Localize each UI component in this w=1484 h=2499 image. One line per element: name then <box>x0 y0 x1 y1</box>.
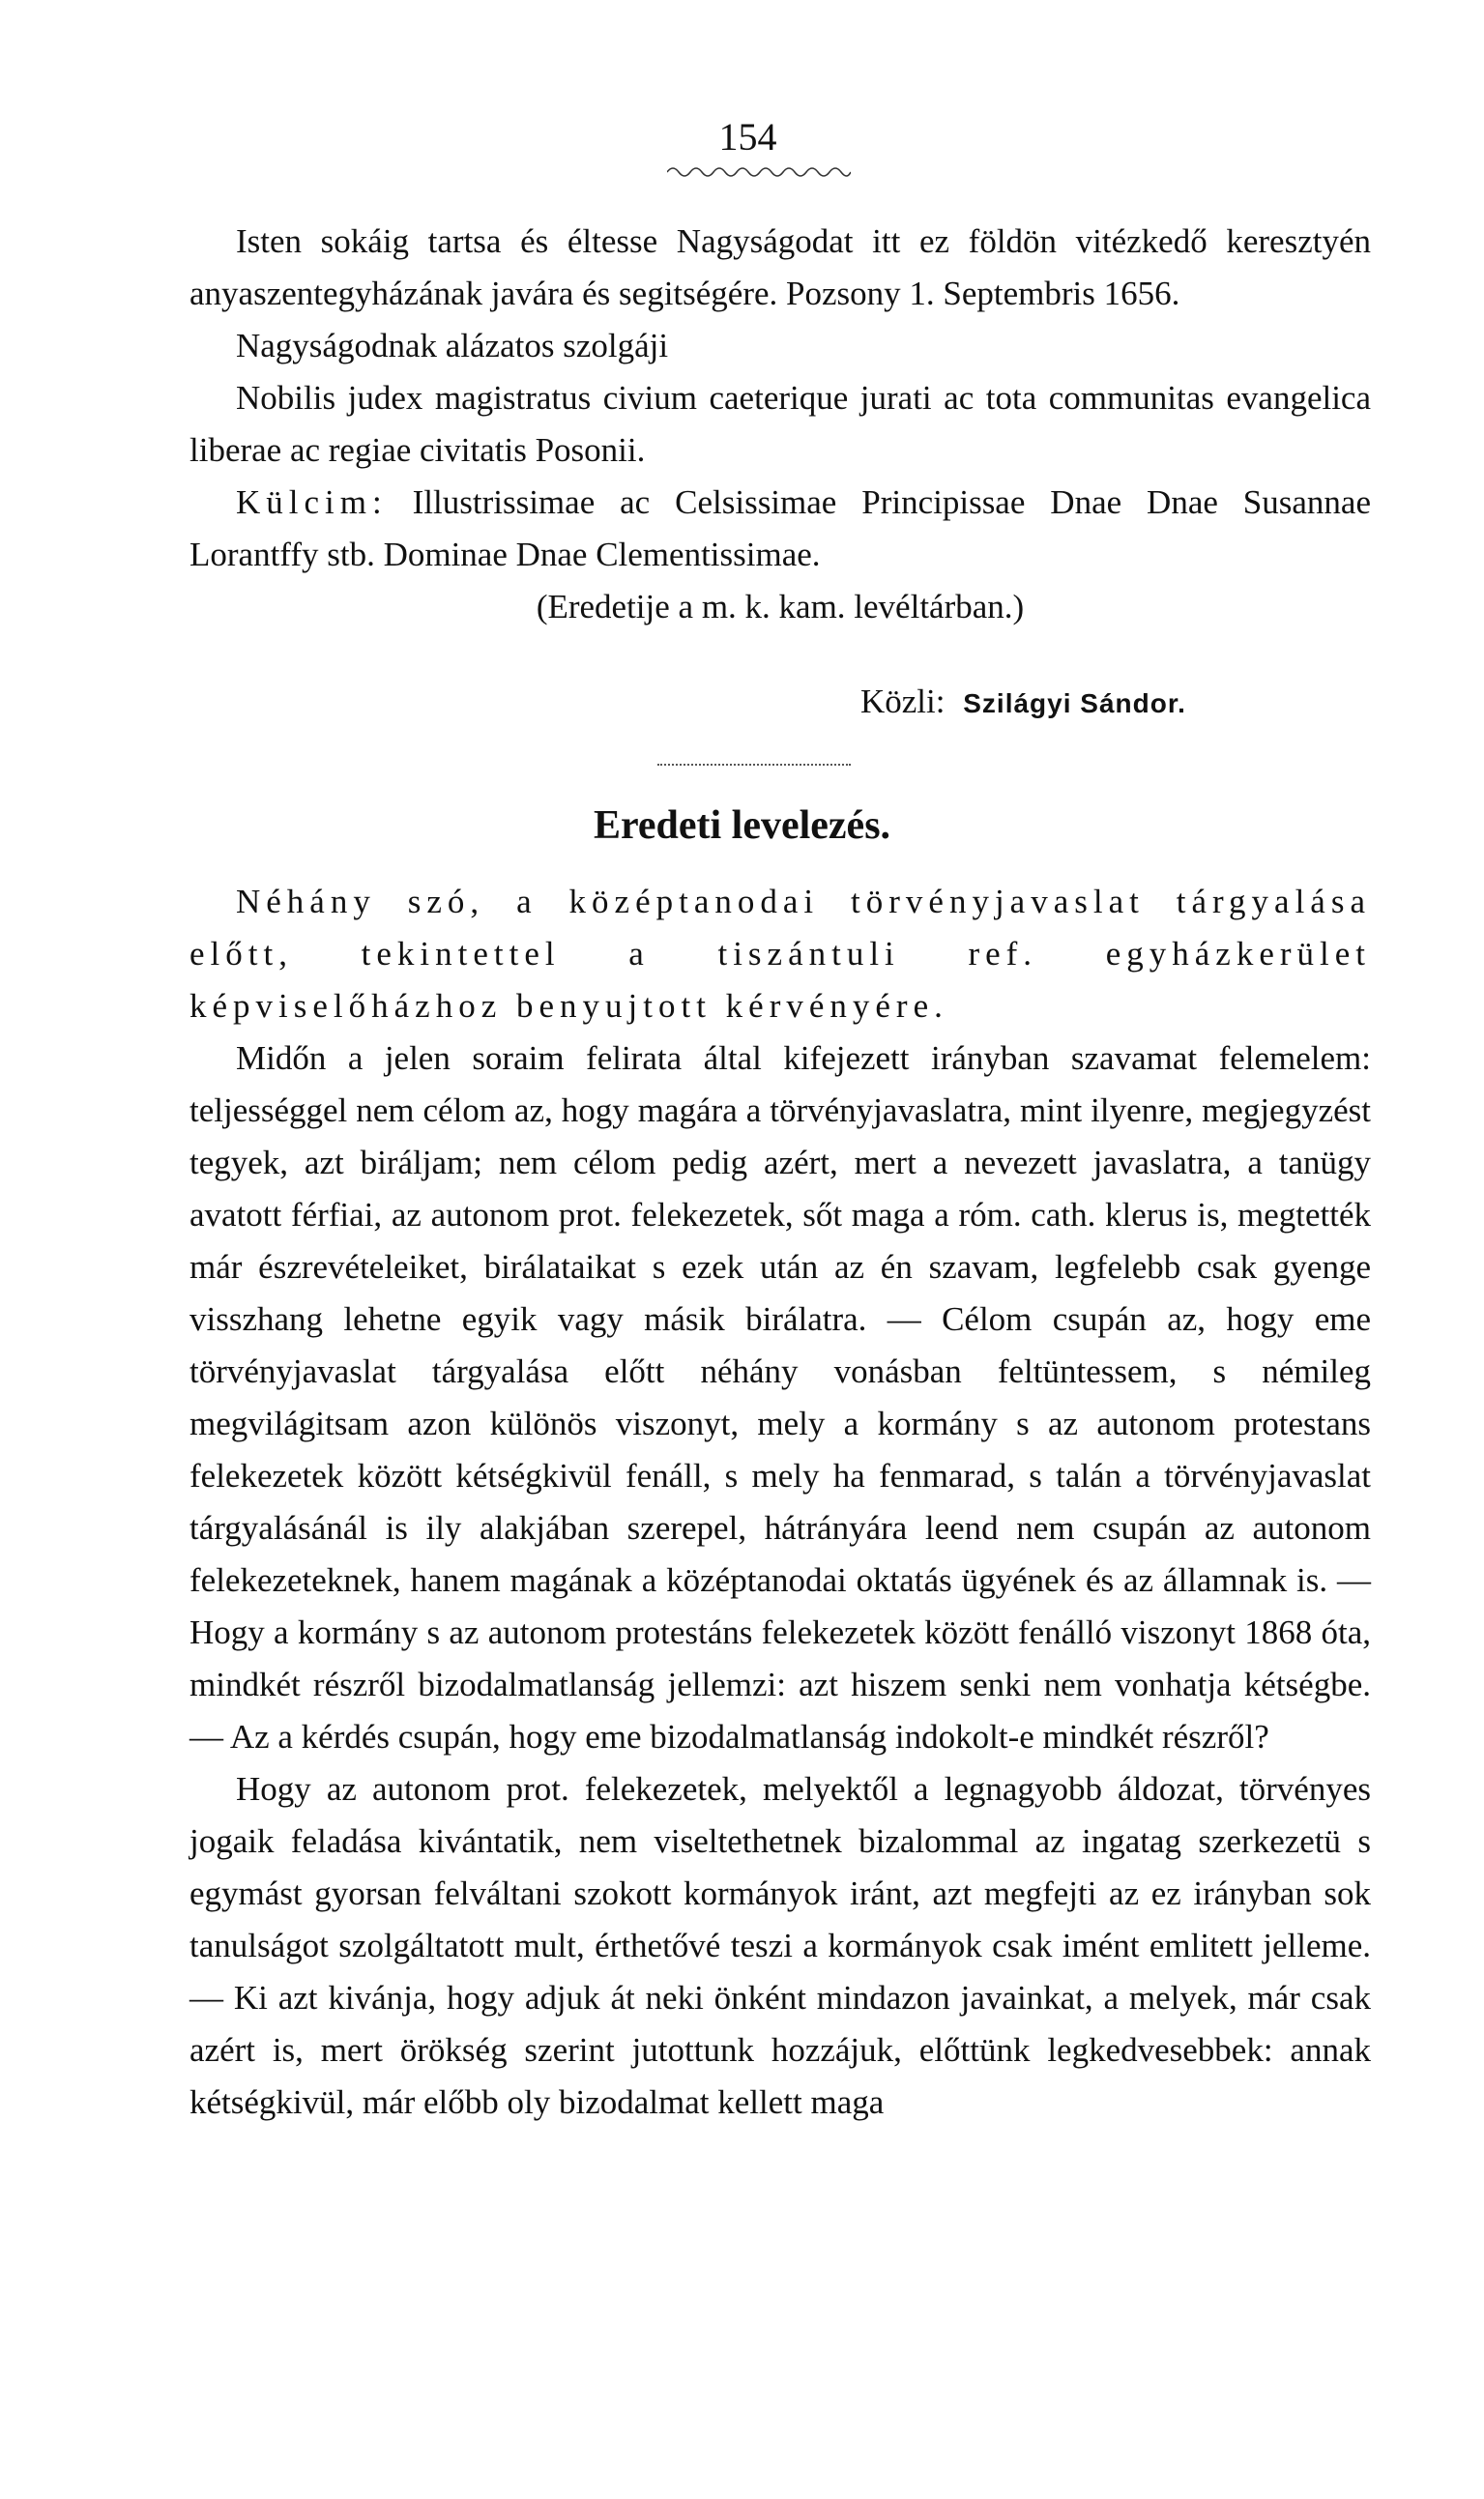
credit-label: Közli: <box>860 683 946 720</box>
section-title: Eredeti levelezés. <box>593 803 891 848</box>
article-block <box>189 876 1371 2129</box>
section-divider <box>657 764 851 766</box>
credit-author: Szilágyi Sándor. <box>963 688 1186 718</box>
article-paragraph: Hogy az autonom prot. felekezetek, melyektől a legnagyobb áldozat, törvényes jogaik feladása kivántatik, nem viseltethetnek bizalommal az ingatag szerkezetü s egymást gyorsan felváltani szokott kormányok iránt, azt megfejti az ez irányban sok tanulságot szolgáltatott mult, érthetővé teszi a kormányok csak imént emlitett jelleme. — Ki azt kivánja, hogy adjuk át neki önként mindazon javainkat, a melyek, már csak azért is, mert örökség szerint jutottunk hozzájuk, előttünk legkedvesebbek: annak kétségkivül, már előbb oly bizodalmat kellett maga <box>189 1770 1371 2121</box>
header-ornament <box>667 164 851 180</box>
letter-address <box>189 477 1371 581</box>
kulcim-label: Külcim: <box>236 483 388 521</box>
source-note: (Eredetije a m. k. kam. levéltárban.) <box>536 588 1025 625</box>
letter-paragraph: Isten sokáig tartsa és éltesse Nagyságodat itt ez földön vitézkedő keresztyén anyaszentegyházának javára és segitségére. Pozsony 1. Septembris 1656. <box>189 222 1371 312</box>
article-paragraph: Midőn a jelen soraim felirata által kifejezett irányban szavamat felemelem: teljességgel nem célom az, hogy magára a törvényjavaslatra, mint ilyenre, megjegyzést tegyek, azt biráljam; nem célom pedig azért, mert a nevezett javaslatra, a tanügy avatott férfiai, az autonom prot. felekezetek, sőt maga a róm. cath. klerus is, megtették már észrevételeiket, birálataikat s ezek után az én szavam, legfelebb csak gyenge visszhang lehetne egyik vagy másik birálatra. — Célom csupán az, hogy eme törvényjavaslat tárgyalása előtt néhány vonásban feltüntessem, s némileg megvilágitsam azon különös viszonyt, mely a kormány s az autonom protestans felekezetek között kétségkivül fenáll, s mely ha fenmarad, s talán a törvényjavaslat tárgyalásánál is ily alakjában szerepel, hátrányára leend nem csupán az autonom felekezeteknek, hanem magának a középtanodai oktatás ügyének és az államnak is. — Hogy a kormány s az autonom protestáns felekezetek között fenálló viszonyt 1868 óta, mindkét részről bizodalmatlanság jellemzi: azt hiszem senki nem vonhatja kétségbe. — Az a kérdés csupán, hogy eme bizodalmatlanság indokolt-e mindkét részről? <box>189 1039 1371 1756</box>
letter-paragraph: Nobilis judex magistratus civium caeterique jurati ac tota communitas evangelica liberae ac regiae civitatis Posonii. <box>189 379 1371 469</box>
page-header <box>0 114 1484 160</box>
kulcim-text: Illustrissimae ac Celsissimae Principissae Dnae Dnae Susannae Lorantffy stb. Dominae Dnae Clementissimae. <box>189 483 1371 573</box>
article-subtitle: Néhány szó, a középtanodai törvényjavaslat tárgyalása előtt, tekintettel a tiszántuli ref. egyházkerület képviselőházhoz benyujtott kérvényére. <box>189 883 1371 1025</box>
credit-line <box>860 683 1186 721</box>
page-number: 154 <box>718 115 777 159</box>
letter-block <box>189 216 1371 633</box>
letter-paragraph: Nagyságodnak alázatos szolgáji <box>236 327 669 364</box>
